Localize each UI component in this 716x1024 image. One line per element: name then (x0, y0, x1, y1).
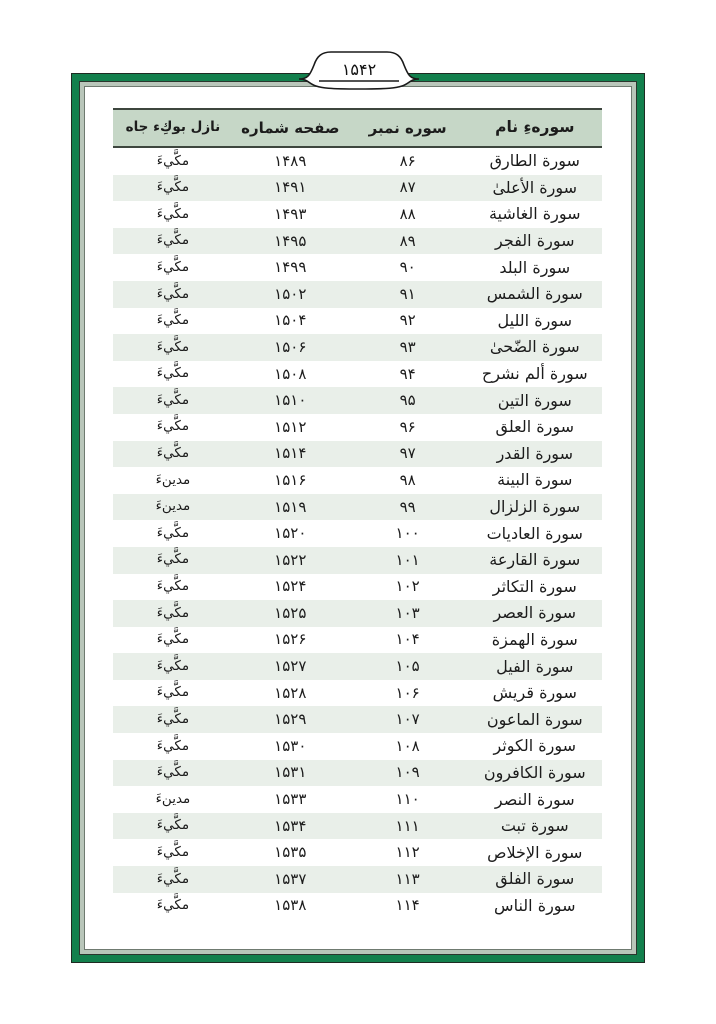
revelation-place-cell: مكَّيءَ (156, 338, 190, 355)
table-row (113, 308, 602, 335)
page-number-cell: ۱۵۲۹ (274, 710, 307, 729)
surah-name-cell: سورة الطارق (489, 151, 580, 171)
surah-number-cell: ۱۱۳ (395, 869, 420, 888)
surah-name-cell: سورة قريش (492, 683, 577, 703)
table-row (113, 733, 602, 760)
surah-number-cell: ۱۱۴ (395, 896, 420, 915)
table-row (113, 254, 602, 281)
revelation-place-cell: مكَّيءَ (156, 524, 190, 541)
revelation-place-cell: مكَّيءَ (156, 258, 190, 275)
revelation-place-cell: مكَّيءَ (156, 870, 190, 887)
revelation-place-cell: مكَّيءَ (156, 312, 190, 329)
table-row (113, 786, 602, 813)
surah-number-cell: ۹۴ (399, 364, 416, 383)
surah-number-cell: ۱۰۱ (395, 550, 420, 569)
page-number-cell: ۱۵۰۲ (274, 284, 307, 303)
surah-number-cell: ۱۰۰ (395, 524, 420, 543)
page-number-cell: ۱۵۱۰ (274, 391, 307, 410)
surah-number-cell: ۸۷ (399, 178, 416, 197)
page-number-cell: ۱۵۳۱ (274, 763, 307, 782)
page-number-cell: ۱۴۹۳ (274, 204, 307, 223)
page-number-cell: ۱۵۲۶ (274, 630, 307, 649)
revelation-place-cell: مدينءَ (155, 790, 191, 807)
page-number-cell: ۱۵۰۸ (274, 364, 307, 383)
table-row (113, 175, 602, 202)
table-row (113, 574, 602, 601)
page-number-cell: ۱۴۸۹ (274, 151, 307, 170)
table-row (113, 387, 602, 414)
surah-number-cell: ۱۱۱ (395, 816, 420, 835)
surah-name-cell: سورة العاديات (486, 523, 583, 543)
surah-name-cell: سورة الهمزة (491, 629, 578, 649)
revelation-place-cell: مكَّيءَ (156, 631, 190, 648)
revelation-place-cell: مكَّيءَ (156, 604, 190, 621)
surah-name-cell: سورة الكافرون (483, 762, 586, 782)
revelation-place-cell: مكَّيءَ (156, 817, 190, 834)
page-number-cell: ۱۵۳۳ (274, 790, 307, 809)
revelation-place-cell: مكَّيءَ (156, 843, 190, 860)
table-row (113, 866, 602, 893)
page-number-cell: ۱۵۲۷ (274, 657, 307, 676)
page-number-cell: ۱۵۲۵ (274, 603, 307, 622)
page-number-cell: ۱۵۰۴ (274, 311, 307, 330)
surah-number-cell: ۹۸ (399, 470, 416, 489)
table-row (113, 520, 602, 547)
surah-number-cell: ۹۲ (399, 311, 416, 330)
page-number-cell: ۱۴۹۹ (274, 258, 307, 277)
surah-number-cell: ۱۱۰ (395, 790, 420, 809)
surah-number-cell: ۹۶ (399, 417, 416, 436)
revelation-place-cell: مكَّيءَ (156, 578, 190, 595)
page-number-cell: ۱۴۹۵ (274, 231, 307, 250)
surah-number-cell: ۹۹ (399, 497, 416, 516)
page-number-cell: ۱۵۱۴ (274, 444, 307, 463)
surah-number-cell: ۱۰۸ (395, 736, 420, 755)
surah-name-cell: سورة الليل (497, 310, 572, 330)
page-number-tab (297, 48, 421, 94)
surah-name-cell: سورة الفلق (495, 869, 575, 889)
surah-number-cell: ۹۳ (399, 337, 416, 356)
surah-name-cell: سورة العصر (493, 603, 577, 623)
page-number-cell: ۱۵۲۴ (274, 577, 307, 596)
surah-name-cell: سورة الفيل (496, 656, 574, 676)
surah-number-cell: ۹۷ (399, 444, 416, 463)
revelation-place-cell: مكَّيءَ (156, 711, 190, 728)
surah-name-cell: سورة الكوثر (493, 736, 577, 756)
surah-number-cell: ۸۹ (399, 231, 416, 250)
surah-number-cell: ۹۰ (399, 258, 416, 277)
page-number-cell: ۱۵۳۵ (274, 843, 307, 862)
table-row (113, 494, 602, 521)
surah-number-cell: ۱۰۶ (395, 683, 420, 702)
table-row (113, 653, 602, 680)
page-number-cell: ۱۵۳۰ (274, 736, 307, 755)
content-area (84, 86, 632, 950)
surah-name-cell: سورة التين (497, 390, 572, 410)
revelation-place-cell: مكَّيءَ (156, 232, 190, 249)
page-number-cell: ۱۵۲۰ (274, 524, 307, 543)
page-number-cell: ۱۵۲۲ (274, 550, 307, 569)
revelation-place-cell: مكَّيءَ (156, 684, 190, 701)
revelation-place-cell: مكَّيءَ (156, 737, 190, 754)
table-row (113, 334, 602, 361)
surah-name-cell: سورة الناس (494, 895, 576, 915)
revelation-place-cell: مكَّيءَ (156, 657, 190, 674)
surah-number-cell: ۱۱۲ (395, 843, 420, 862)
page-number-cell: ۱۵۳۷ (274, 869, 307, 888)
header-page-number: صفحه شماره (241, 118, 340, 137)
revelation-place-cell: مكَّيءَ (156, 152, 190, 169)
page-number-cell: ۱۵۳۸ (274, 896, 307, 915)
table-row (113, 680, 602, 707)
table-row (113, 706, 602, 733)
page-number-cell: ۱۵۰۶ (274, 337, 307, 356)
revelation-place-cell: مكَّيءَ (156, 365, 190, 382)
table-row (113, 760, 602, 787)
page-number: ۱۵۴۲ (341, 60, 377, 79)
table-row (113, 467, 602, 494)
surah-number-cell: ۱۰۴ (395, 630, 420, 649)
surah-name-cell: سورة الغاشية (488, 204, 581, 224)
surah-name-cell: سورة التكاثر (492, 576, 577, 596)
table-row (113, 361, 602, 388)
surah-name-cell: سورة البينة (497, 470, 573, 490)
surah-name-cell: سورة النصر (494, 789, 575, 809)
surah-name-cell: سورة القارعة (489, 550, 581, 570)
revelation-place-cell: مكَّيءَ (156, 205, 190, 222)
revelation-place-cell: مدينءَ (155, 498, 191, 515)
surah-number-cell: ۹۱ (399, 284, 416, 303)
surah-name-cell: سورة الأعلىٰ (492, 177, 578, 197)
surah-name-cell: سورة الماعون (486, 709, 583, 729)
surah-number-cell: ۱۰۲ (395, 577, 420, 596)
surah-number-cell: ۸۶ (399, 151, 416, 170)
surah-name-cell: سورة الفجر (495, 231, 575, 251)
surah-name-cell: سورة الزلزال (489, 497, 581, 517)
page-number-cell: ۱۵۳۴ (274, 816, 307, 835)
revelation-place-cell: مدينءَ (155, 471, 191, 488)
table-row (113, 547, 602, 574)
revelation-place-cell: مكَّيءَ (156, 897, 190, 914)
surah-name-cell: سورة الضّحىٰ (489, 337, 580, 357)
table-row (113, 441, 602, 468)
table-row (113, 600, 602, 627)
page-number-cell: ۱۴۹۱ (274, 178, 307, 197)
table-body (113, 148, 602, 919)
surah-name-cell: سورة تبت (500, 816, 569, 836)
table-row (113, 414, 602, 441)
table-row (113, 839, 602, 866)
surah-number-cell: ۹۵ (399, 391, 416, 410)
revelation-place-cell: مكَّيءَ (156, 418, 190, 435)
revelation-place-cell: مكَّيءَ (156, 391, 190, 408)
surah-name-cell: سورة ألم نشرح (481, 364, 588, 384)
surah-name-cell: سورة الإخلاص (487, 842, 583, 862)
surah-name-cell: سورة البلد (499, 257, 571, 277)
revelation-place-cell: مكَّيءَ (156, 285, 190, 302)
surah-number-cell: ۱۰۵ (395, 657, 420, 676)
revelation-place-cell: مكَّيءَ (156, 551, 190, 568)
header-revelation-place: نازل بوكِء جاه (125, 119, 221, 136)
surah-name-cell: سورة الشمس (486, 284, 583, 304)
surah-number-cell: ۱۰۹ (395, 763, 420, 782)
table-row (113, 813, 602, 840)
table-row (113, 201, 602, 228)
outer-green-frame (71, 73, 645, 963)
surah-name-cell: سورة القدر (496, 443, 573, 463)
revelation-place-cell: مكَّيءَ (156, 445, 190, 462)
page-number-cell: ۱۵۱۹ (274, 497, 307, 516)
table-row (113, 281, 602, 308)
surah-name-cell: سورة العلق (495, 417, 575, 437)
table-header-row (113, 108, 602, 148)
revelation-place-cell: مكَّيءَ (156, 179, 190, 196)
revelation-place-cell: مكَّيءَ (156, 764, 190, 781)
table-row (113, 228, 602, 255)
table-row (113, 627, 602, 654)
table-row (113, 893, 602, 920)
page-number-cell: ۱۵۱۲ (274, 417, 307, 436)
table-row (113, 148, 602, 175)
page-number-cell: ۱۵۱۶ (274, 470, 307, 489)
header-surah-name: سورهءِ نام (495, 118, 575, 137)
surah-number-cell: ۱۰۳ (395, 603, 420, 622)
surah-index-table (113, 108, 602, 919)
surah-number-cell: ۱۰۷ (395, 710, 420, 729)
header-surah-number: سوره نمبر (368, 118, 447, 137)
page-number-cell: ۱۵۲۸ (274, 683, 307, 702)
inner-sage-frame (79, 81, 637, 955)
surah-number-cell: ۸۸ (399, 204, 416, 223)
